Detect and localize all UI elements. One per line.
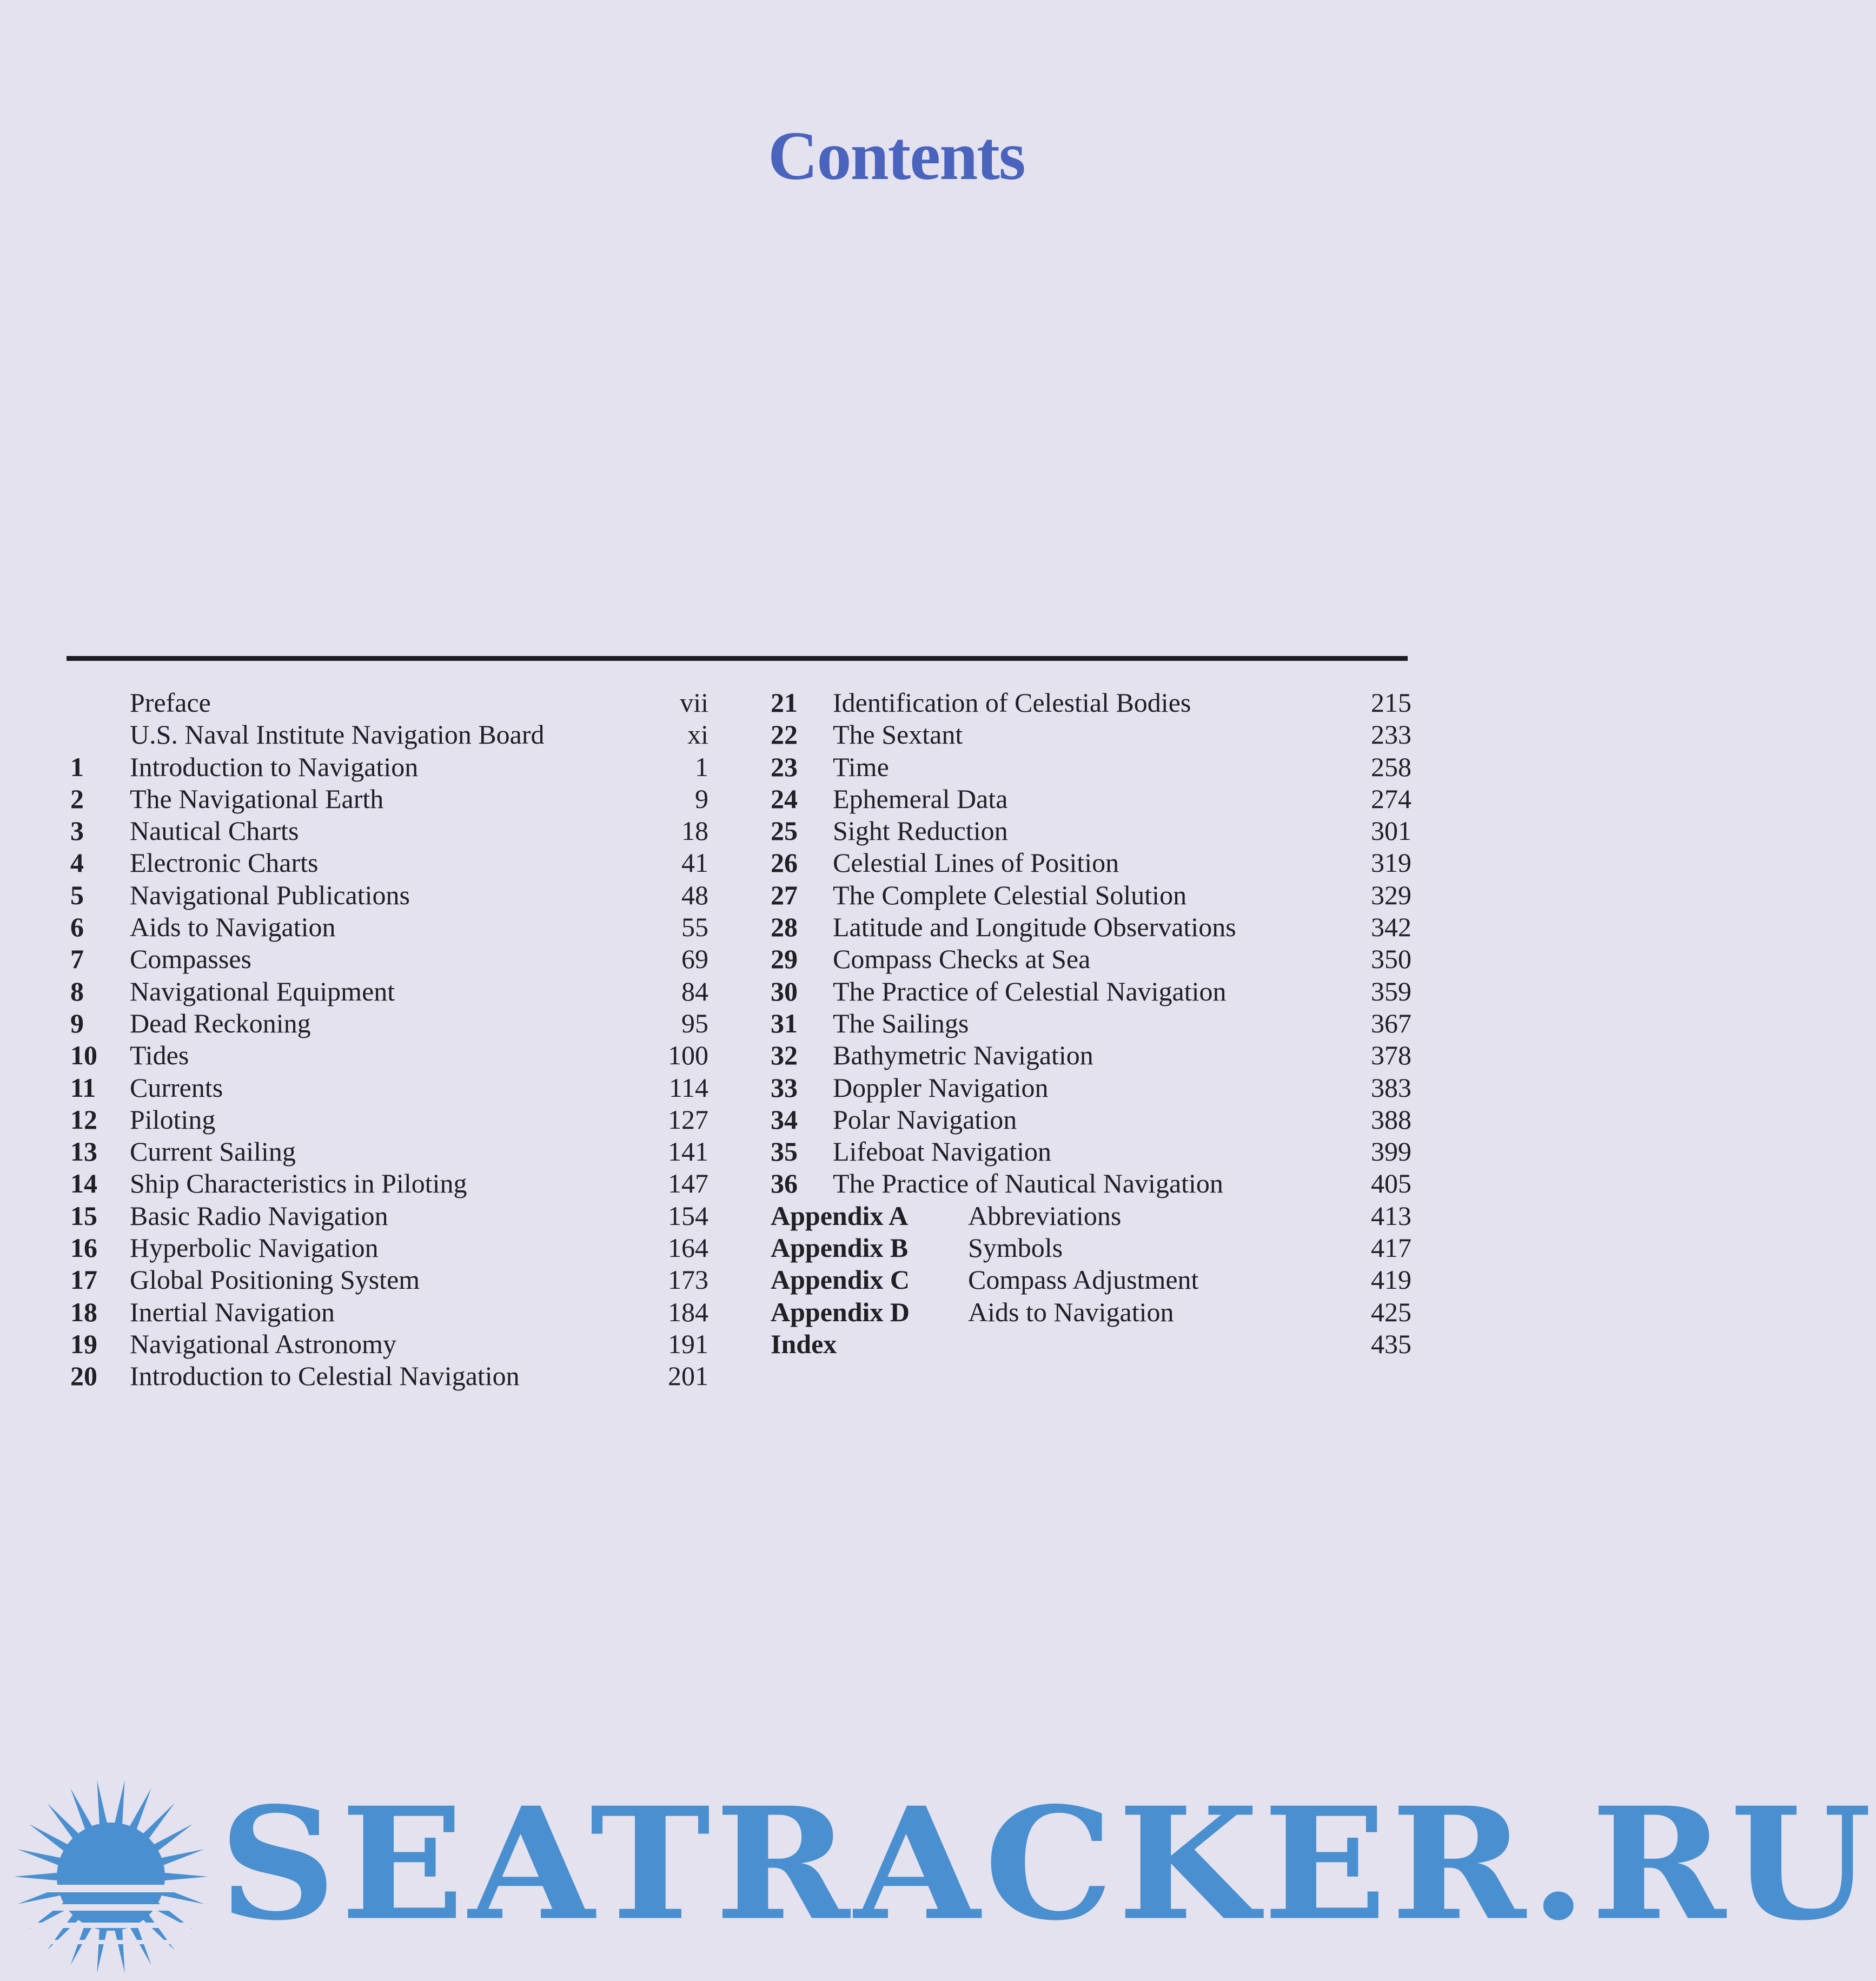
page-number: xi: [687, 719, 708, 750]
chapter-number: 22: [771, 719, 798, 750]
toc-entry: [771, 783, 1411, 815]
entry-title: The Complete Celestial Solution: [833, 879, 1187, 910]
entry-title: Tides: [130, 1040, 189, 1071]
entry-title: The Sextant: [833, 719, 963, 750]
appendix-key: Appendix C: [771, 1264, 910, 1295]
entry-title: Polar Navigation: [833, 1104, 1017, 1135]
sun-ray: [97, 1780, 108, 1826]
page-number: 301: [1371, 816, 1411, 846]
chapter-number: 19: [70, 1328, 97, 1359]
page-number: 435: [1371, 1328, 1411, 1359]
toc-entry: [70, 1008, 708, 1039]
toc-entry: [771, 943, 1411, 975]
chapter-number: 20: [70, 1361, 97, 1392]
toc-entry: [70, 1039, 708, 1071]
toc-entry: [70, 943, 708, 975]
chapter-number: 1: [70, 751, 84, 782]
entry-title: Piloting: [130, 1104, 216, 1135]
chapter-number: 34: [771, 1104, 798, 1135]
watermark: [0, 1766, 1876, 1981]
page-number: 233: [1371, 719, 1411, 750]
chapter-number: 9: [70, 1008, 84, 1038]
toc-entry: [70, 687, 708, 719]
index-entry: [771, 1328, 1411, 1360]
chapter-number: 12: [70, 1104, 97, 1135]
toc-entry: [70, 1328, 708, 1360]
toc-entry: [771, 751, 1411, 783]
entry-title: The Practice of Nautical Navigation: [833, 1168, 1223, 1199]
toc-entry: [70, 1200, 708, 1232]
page-number: 405: [1371, 1168, 1411, 1199]
page-number: 425: [1371, 1296, 1411, 1327]
toc-entry: [70, 1296, 708, 1328]
toc-entry: [70, 1104, 708, 1136]
page-number: 84: [681, 976, 708, 1006]
appendix-key: Appendix A: [771, 1200, 909, 1231]
chapter-number: 14: [70, 1168, 97, 1199]
page-number: 378: [1371, 1040, 1411, 1071]
sun-ray: [162, 1873, 208, 1881]
chapter-number: 17: [70, 1264, 97, 1295]
toc-right-column: [771, 687, 1411, 1360]
appendix-key: Appendix D: [771, 1296, 910, 1327]
entry-title: Celestial Lines of Position: [833, 847, 1119, 878]
toc-entry: [771, 1008, 1411, 1039]
entry-title: Electronic Charts: [130, 847, 319, 878]
page-number: 184: [668, 1296, 708, 1327]
page-number: 9: [695, 783, 708, 814]
toc-entry: [70, 815, 708, 847]
chapter-number: 32: [771, 1040, 798, 1071]
chapter-number: 6: [70, 912, 84, 943]
page-number: 329: [1371, 879, 1411, 910]
toc-entry: [70, 1232, 708, 1264]
page-number: vii: [680, 687, 708, 718]
toc-entry: [771, 1104, 1411, 1136]
entry-title: Global Positioning System: [130, 1264, 420, 1295]
entry-title: Navigational Publications: [130, 879, 410, 910]
entry-title: Currents: [130, 1072, 223, 1103]
chapter-number: 11: [70, 1072, 96, 1103]
toc-entry: [70, 1168, 708, 1200]
toc-entry: [771, 1168, 1411, 1200]
entry-title: Current Sailing: [130, 1136, 296, 1167]
toc-entry: [771, 911, 1411, 943]
chapter-number: 36: [771, 1168, 798, 1199]
entry-title: Introduction to Navigation: [130, 751, 419, 782]
page-number: 359: [1371, 976, 1411, 1006]
page-number: 114: [668, 1072, 708, 1103]
page-number: 18: [681, 816, 708, 846]
chapter-number: 26: [771, 847, 798, 878]
toc-entry: [771, 719, 1411, 751]
toc-entry: [70, 879, 708, 911]
toc-entry: [771, 1039, 1411, 1071]
chapter-number: 3: [70, 816, 84, 846]
chapter-number: 5: [70, 879, 84, 910]
appendix-key: Appendix B: [771, 1233, 909, 1263]
toc-entry: [70, 976, 708, 1008]
entry-title: Basic Radio Navigation: [130, 1200, 388, 1231]
sun-logo-icon: [16, 1766, 216, 1971]
entry-title: Time: [833, 751, 889, 782]
entry-title: The Navigational Earth: [130, 783, 384, 814]
entry-title: Sight Reduction: [833, 816, 1008, 846]
page-number: 383: [1371, 1072, 1411, 1103]
page-number: 367: [1371, 1008, 1411, 1038]
toc-entry: [70, 783, 708, 815]
sun-ray: [14, 1873, 59, 1881]
sun-ray: [97, 1927, 108, 1973]
toc-entry: [70, 751, 708, 783]
chapter-number: 28: [771, 912, 798, 943]
toc-entry: [771, 1136, 1411, 1168]
sun-ray: [152, 1824, 193, 1852]
sun-ray: [114, 1927, 125, 1973]
page-number: 48: [681, 879, 708, 910]
appendix-entry: [771, 1232, 1411, 1264]
page-number: 350: [1371, 944, 1411, 975]
sun-ray: [114, 1780, 125, 1826]
page-number: 95: [681, 1008, 708, 1038]
entry-title: Compass Checks at Sea: [833, 944, 1091, 975]
page-number: 201: [668, 1361, 708, 1392]
entry-title: Doppler Navigation: [833, 1072, 1049, 1103]
chapter-number: 16: [70, 1233, 97, 1263]
entry-title: Lifeboat Navigation: [833, 1136, 1052, 1167]
page-number: 173: [668, 1264, 708, 1295]
entry-title: Identification of Celestial Bodies: [833, 687, 1191, 718]
chapter-number: 30: [771, 976, 798, 1006]
page-number: 154: [668, 1200, 708, 1231]
toc-entry: [70, 847, 708, 879]
chapter-number: 7: [70, 944, 84, 975]
chapter-number: 2: [70, 783, 84, 814]
page-number: 413: [1371, 1200, 1411, 1231]
entry-title: Introduction to Celestial Navigation: [130, 1361, 520, 1392]
appendix-entry: [771, 1296, 1411, 1328]
chapter-number: 23: [771, 751, 798, 782]
sun-ray: [29, 1824, 70, 1852]
entry-title: U.S. Naval Institute Navigation Board: [130, 719, 545, 750]
page-number: 417: [1371, 1233, 1411, 1263]
toc-entry: [771, 1072, 1411, 1104]
chapter-number: 21: [771, 687, 798, 718]
chapter-number: 13: [70, 1136, 97, 1167]
chapter-number: 33: [771, 1072, 798, 1103]
page-number: 319: [1371, 847, 1411, 878]
sun-ray: [47, 1803, 80, 1840]
index-label: Index: [771, 1328, 837, 1359]
watermark-text: SEATRACKER.RU: [219, 1773, 1876, 1955]
toc-entry: [70, 1136, 708, 1168]
page-number: 41: [681, 847, 708, 878]
page-number: 191: [668, 1328, 708, 1359]
page-number: 419: [1371, 1264, 1411, 1295]
entry-title: Ship Characteristics in Piloting: [130, 1168, 467, 1199]
entry-title: Inertial Navigation: [130, 1296, 335, 1327]
entry-title: Navigational Astronomy: [130, 1328, 396, 1359]
sun-ray: [141, 1913, 174, 1950]
toc-entry: [771, 847, 1411, 879]
entry-title: Dead Reckoning: [130, 1008, 311, 1038]
entry-title: Compass Adjustment: [968, 1264, 1199, 1295]
chapter-number: 4: [70, 847, 84, 878]
entry-title: Symbols: [968, 1233, 1063, 1263]
chapter-number: 8: [70, 976, 84, 1006]
page-number: 258: [1371, 751, 1411, 782]
page-number: 215: [1371, 687, 1411, 718]
entry-title: Latitude and Longitude Observations: [833, 912, 1236, 943]
page-number: 147: [668, 1168, 708, 1199]
chapter-number: 27: [771, 879, 798, 910]
toc-entry: [771, 687, 1411, 719]
page-number: 274: [1371, 783, 1411, 814]
chapter-number: 29: [771, 944, 798, 975]
toc-entry: [771, 815, 1411, 847]
page-number: 55: [681, 912, 708, 943]
toc-entry: [771, 879, 1411, 911]
chapter-number: 10: [70, 1040, 97, 1071]
toc-entry: [70, 1264, 708, 1296]
entry-title: Compasses: [130, 944, 251, 975]
entry-title: The Practice of Celestial Navigation: [833, 976, 1227, 1006]
chapter-number: 25: [771, 816, 798, 846]
entry-title: The Sailings: [833, 1008, 969, 1038]
page-number: 164: [668, 1233, 708, 1263]
sun-ray: [70, 1788, 93, 1832]
page-number: 100: [668, 1040, 708, 1071]
chapter-number: 35: [771, 1136, 798, 1167]
page-number: 342: [1371, 912, 1411, 943]
page-number: 141: [668, 1136, 708, 1167]
sun-ray: [129, 1788, 151, 1832]
chapter-number: 24: [771, 783, 798, 814]
page-title: Contents: [768, 117, 1025, 194]
page-number: 69: [681, 944, 708, 975]
page-number: 1: [695, 751, 708, 782]
chapter-number: 18: [70, 1296, 97, 1327]
entry-title: Hyperbolic Navigation: [130, 1233, 379, 1263]
entry-title: Ephemeral Data: [833, 783, 1008, 814]
sun-ray: [17, 1849, 63, 1866]
sun-ray: [47, 1913, 80, 1950]
page-number: 399: [1371, 1136, 1411, 1167]
section-rule: [67, 656, 1408, 661]
entry-title: Nautical Charts: [130, 816, 299, 846]
chapter-number: 15: [70, 1200, 97, 1231]
entry-title: Preface: [130, 687, 211, 718]
appendix-entry: [771, 1264, 1411, 1296]
chapter-number: 31: [771, 1008, 798, 1038]
entry-title: Navigational Equipment: [130, 976, 395, 1006]
toc-entry: [771, 976, 1411, 1008]
entry-title: Abbreviations: [968, 1200, 1122, 1231]
entry-title: Aids to Navigation: [968, 1296, 1174, 1327]
toc-entry: [70, 911, 708, 943]
toc-left-column: [70, 687, 708, 1393]
appendix-entry: [771, 1200, 1411, 1232]
toc-entry: [70, 719, 708, 751]
entry-title: Bathymetric Navigation: [833, 1040, 1093, 1071]
toc-entry: [70, 1360, 708, 1392]
page-number: 388: [1371, 1104, 1411, 1135]
entry-title: Aids to Navigation: [130, 912, 336, 943]
page-number: 127: [668, 1104, 708, 1135]
sun-ray: [141, 1803, 174, 1840]
sun-ray: [159, 1849, 204, 1866]
toc-entry: [70, 1072, 708, 1104]
